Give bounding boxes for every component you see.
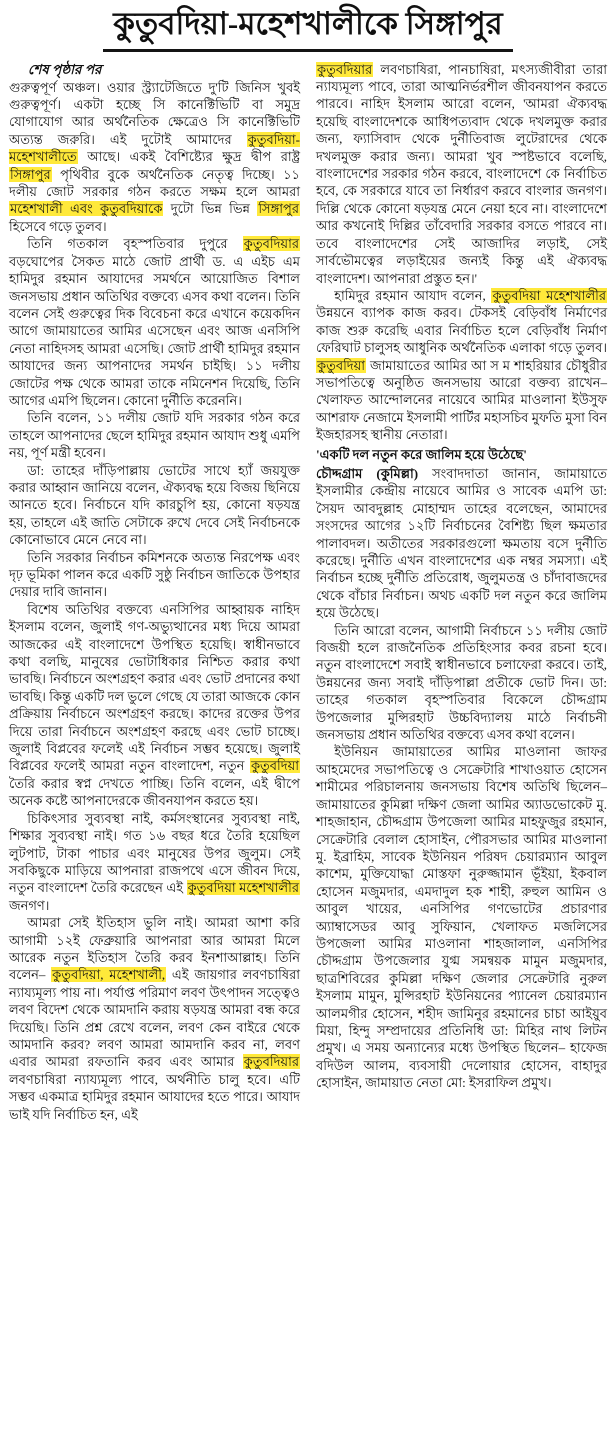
right-column (316, 61, 607, 1092)
article-paragraph: হামিদুর রহমান আযাদ বলেন, কুতুবদিয়া মহেশখালীর উন্নয়নে ব্যাপক কাজ করব। টেকসই বেড়িবাঁধ নির্মাণের কাজ শুরু করেছি এবার নির্বাচিত হলে বেড়িবাঁধ নির্মাণ ফেরিঘাট চালুসহ আধুনিক অর্থনৈতিক এলাকা গড়ে তুলব। কুতুবদিয়া জামায়াতের আমির আ স ম শাহরিয়ার চৌধুরীর সভাপতিত্বে অনুষ্ঠিত জনসভায় আরো বক্তব্য রাখেন– খেলাফত আন্দোলনের নায়েবে আমির মাওলানা ইউসুফ আশরাফ নেজামে ইসলামী পার্টির মহাসচিব মুফতি মুসা বিন ইজহারসহ স্থানীয় নেতারা। (316, 287, 607, 443)
search-highlight: কুতুবদিয়া মহেশখালীর (492, 287, 606, 303)
search-highlight: কুতুবদিয়ার (317, 61, 373, 77)
headline: কুতুবদিয়া-মহেশখালীকে সিঙ্গাপুর (103, 4, 512, 52)
article-paragraph: বিশেষ অতিথির বক্তব্যে এনসিপির আহ্বায়ক নাহিদ ইসলাম বলেন, জুলাই গণ-অভ্যুত্থানের মধ্য দিয়ে আমরা আজকের এই বাংলাদেশে উপস্থিত হয়েছি। স্বাধীনভাবে কথা বলছি, মানুষের ভোটাধিকার নিশ্চিত করার কথা ভাবছি। নির্বাচনে অংশগ্রহণ করার এবং ভোট প্রদানের কথা ভাবছি। কিন্তু একটি দল ভুলে গেছে যে তারা আজকে কোন প্রক্রিয়ায় নির্বাচনে অংশগ্রহণ করছে। কাদের রক্তের উপর দিয়ে তারা নির্বাচনে অংশগ্রহণ করছে এবং ভোট চাচ্ছে। জুলাই বিপ্লবের ফলেই এই নির্বাচন সম্ভব হয়েছে। জুলাই বিপ্লবের ফলেই আমরা নতুন বাংলাদেশ, নতুন কুতুবদিয়া তৈরি করার স্বপ্ন দেখতে পাচ্ছি। তিনি বলেন, এই দ্বীপে অনেক কষ্টে আপনাদেরকে জীবনযাপন করতে হয়। (9, 601, 300, 809)
dateline-bold: চৌদ্দগ্রাম (কুমিল্লা) (316, 465, 419, 481)
article-paragraph: তিনি বলেন, ১১ দলীয় জোট যদি সরকার গঠন করে তাহলে আপনাদের ছেলে হামিদুর রহমান আযাদ শুধু এমপি নয়, পূর্ণ মন্ত্রী হবেন। (9, 410, 300, 461)
kicker-continued-from: শেষ পৃষ্ঠার পর (27, 61, 102, 77)
article-paragraph: তিনি আরো বলেন, আগামী নির্বাচনে ১১ দলীয় জোট বিজয়ী হলে রাজনৈতিক প্রতিহিংসার কবর রচনা হবে। নতুন বাংলাদেশে সবাই স্বাধীনভাবে চলাফেরা করবে। তাই, উন্নয়নের জন্য সবাই দাঁড়িপাল্লা প্রতীকে ভোট দিন। ডা: তাহের গতকাল বৃহস্পতিবার বিকেলে চৌদ্দগ্রাম উপজেলার মুন্সিরহাট উচ্চবিদ্যালয় মাঠে নির্বাচনী জনসভায় প্রধান অতিথির বক্তব্যে এসব কথা বলেন। (316, 622, 607, 743)
article-paragraph: গুরুত্বপূর্ণ অঞ্চল। ওয়ার স্ট্র্যাটেজিতে দু'টি জিনিস খুবই গুরুত্বপূর্ণ। একটা হচ্ছে সি কানেক্টিভিটি বা সমুদ্র যোগাযোগ আর অর্থনৈতিক ক্ষেত্রেও সি কানেক্টিভিটি অত্যন্ত জরুরি। এই দুটোই আমাদের কুতুবদিয়া-মহেশখালীতে আছে। একই বৈশিষ্ট্যের ক্ষুদ্র দ্বীপ রাষ্ট্র সিঙ্গাপুর পৃথিবীর বুকে অর্থনৈতিক নেতৃত্ব দিচ্ছে। ১১ দলীয় জোট সরকার গঠন করতে সক্ষম হলে আমরা মহেশখালী এবং কুতুবদিয়াকে দুটো ভিন্ন ভিন্ন সিঙ্গাপুর হিসেবে গড়ে তুলব। (9, 79, 300, 234)
search-highlight: কুতুবদিয়া (317, 357, 366, 373)
search-highlight: মহেশখালী এবং কুতুবদিয়াকে (10, 201, 163, 217)
article-body (9, 61, 607, 1123)
headline-block (9, 4, 607, 52)
search-highlight: কুতুবদিয়া মহেশখালীর (187, 880, 299, 896)
article-paragraph: ডা: তাহের দাঁড়িপাল্লায় ভোটের সাথে হ্যাঁ জয়যুক্ত করার আহ্বান জানিয়ে বলেন, ঐক্যবদ্ধ হয়ে বিজয় ছিনিয়ে আনতে হবে। নির্বাচনে যদি কারচুপি হয়, কোনো ষড়যন্ত্র হয়, তাহলে এই জাতি সেটাকে রুখে দেবে সেই নির্বাচনকে কোনোভাবে মেনে নেবে না। (9, 462, 300, 548)
left-column (9, 61, 300, 1123)
column-subhead: 'একটি দল নতুন করে জালিম হয়ে উঠেছে' (316, 446, 527, 462)
search-highlight: কুতুবদিয়ার (243, 236, 299, 252)
search-highlight: কুতুবদিয়ার (243, 1054, 299, 1070)
article-paragraph: তিনি সরকার নির্বাচন কমিশনকে অত্যন্ত নিরপেক্ষ এবং দৃঢ় ভূমিকা পালন করে একটি সুষ্ঠু নির্বাচন জাতিকে উপহার দেয়ার দাবি জানান। (9, 549, 300, 600)
search-highlight: কুতুবদিয়া (250, 758, 299, 774)
search-highlight: কুতুবদিয়া-মহেশখালীতে (9, 131, 300, 165)
article-paragraph: তিনি গতকাল বৃহস্পতিবার দুপুরে কুতুবদিয়ার বড়ঘোপের সৈকত মাঠে জোট প্রার্থী ড. এ এইচ এম হামিদুর রহমান আযাদের সমর্থনে আয়োজিত বিশাল জনসভায় প্রধান অতিথির বক্তব্যে এসব কথা বলেন। তিনি বলেন সেই গুরুত্বের দিক বিবেচনা করে এখানে কয়েকদিন আগে জামায়াতের আমির এসেছেন এবং আজ এনসিপি নেতা নাহিদসহ আমরা এসেছি। জোট প্রার্থী হামিদুর রহমান আযাদের জন্য আপনাদের সমর্থন চাইছি। ১১ দলীয় জোটের পক্ষ থেকে আমরা তাকে নমিনেশন দিয়েছি, তিনি আগের এমপি ছিলেন। কোনো দুর্নীতি করেননি। (9, 236, 300, 408)
search-highlight: কুতুবদিয়া, মহেশখালী, (52, 967, 166, 983)
article-paragraph: চৌদ্দগ্রাম (কুমিল্লা) সংবাদদাতা জানান, জামায়াতে ইসলামীর কেন্দ্রীয় নায়েবে আমির ও সাবেক এমপি ডা: সৈয়দ আবদুল্লাহ মোহাম্মদ তাহের বলেছেন, আমাদের সংসদের আগের ১২টি নির্বাচনের বৈশিষ্ট্য ছিল ক্ষমতার পালাবদল। অতীতের সরকারগুলো ক্ষমতায় বসে দুর্নীতি করেছে। দুর্নীতি এখন বাংলাদেশের এক নম্বর সমস্যা। এই নির্বাচন হচ্ছে দুর্নীতি প্রতিরোধ, জুলুমতন্ত্র ও চাঁদাবাজদের থেকে বাঁচার নির্বাচন। অথচ একটি দল নতুন করে জালিম হয়ে উঠেছে। (316, 465, 607, 621)
search-highlight: সিঙ্গাপুর (258, 201, 299, 217)
search-highlight: সিঙ্গাপুর (10, 166, 51, 182)
article-paragraph: চিকিৎসার সুব্যবস্থা নাই, কর্মসংস্থানের সুব্যবস্থা নাই, শিক্ষার সুব্যবস্থা নাই। গত ১৬ বছর ধরে তৈরি হয়েছিল লুটপাট, টাকা পাচার এবং মানুষের উপর জুলুম। সেই সবকিছুকে মাড়িয়ে আপনারা রাজপথে এসে জীবন দিয়ে, নতুন বাংলাদেশ তৈরি করেছেন এই কুতুবদিয়া মহেশখালীর জনগণ। (9, 810, 300, 913)
article-paragraph: আমরা সেই ইতিহাস ভুলি নাই। আমরা আশা করি আগামী ১২ই ফেব্রুয়ারি আপনারা আর আমরা মিলে আরেক নতুন ইতিহাস তৈরি করব ইনশাআল্লাহ। তিনি বলেন– কুতুবদিয়া, মহেশখালী, এই জায়গার লবণচাষিরা ন্যায্যমূল্য পায় না। পর্যাপ্ত পরিমাণ লবণ উৎপাদন সত্ত্বেও লবণ বিদেশ থেকে আমদানি করায় ষড়যন্ত্র আমরা বন্ধ করে দিয়েছি। তিনি প্রশ্ন রেখে বলেন, লবণ কেন বাইরে থেকে আমদানি করব? লবণ আমরা আমদানি করব না, লবণ এবার আমরা রফতানি করব এবং আমার কুতুবদিয়ার লবণচাষিরা ন্যায্যমূল্য পাবে, অর্থনীতি চালু হবে। এটি সম্ভব একমাত্র হামিদুর রহমান আযাদের হতে পারে। আযাদ ভাই যদি নির্বাচিত হন, এই (9, 915, 300, 1122)
article-paragraph: কুতুবদিয়ার লবণচাষিরা, পানচাষিরা, মৎস্যজীবীরা তারা ন্যায্যমূল্য পাবে, তারা আত্মনির্ভরশীল জীবনযাপন করতে পারবে। নাহিদ ইসলাম আরো বলেন, 'আমরা ঐক্যবদ্ধ হয়েছি বাংলাদেশকে আধিপত্যবাদ থেকে দখলমুক্ত করার জন্য, ফ্যাসিবাদ থেকে দুর্নীতিবাজ লুটেরাদের থেকে দখলমুক্ত করার জন্য। আমরা খুব স্পষ্টভাবে বলেছি, বাংলাদেশের সরকার গঠন করবে, বাংলাদেশে কে নির্বাচিত হবে, কে সরকারে যাবে তা নির্ধারণ করবে বাংলার জনগণ। দিল্লি থেকে কোনো ষড়যন্ত্র মেনে নেয়া হবে না। বাংলাদেশে আর কখনোই দিল্লির তাঁবেদারি সরকার বসতে পারবে না। তবে বাংলাদেশের সেই আজাদির লড়াই, সেই সার্বভৌমত্বের লড়াইয়ের জন্যই কিন্তু এই ঐক্যবদ্ধ বাংলাদেশ। আপনারা প্রস্তুত হন।' (316, 61, 607, 286)
article-paragraph: ইউনিয়ন জামায়াতের আমির মাওলানা জাফর আহমেদের সভাপতিত্বে ও সেক্রেটারি শাখাওয়াত হোসেন শামীমের পরিচালনায় জনসভায় বিশেষ অতিথি ছিলেন– জামায়াতের কুমিল্লা দক্ষিণ জেলা আমির অ্যাডভোকেট মু. শাহজাহান, চৌদ্দগ্রাম উপজেলা আমির মাহফুজুর রহমান, সেক্রেটারি বেলাল হোসাইন, পৌরসভার আমির মাওলানা মু. ইব্রাহিম, সাবেক ইউনিয়ন পরিষদ চেয়ারম্যান আবুল কাশেম, মুক্তিযোদ্ধা মোস্তফা নুরুজ্জামান ভূঁইয়া, ইকবাল হোসেন মজুমদার, এমদাদুল হক শাহী, রুহুল আমিন ও আবুল খায়ের, এনসিপির গণভোটের প্রচারণার অ্যাম্বাসেডর আবু সুফিয়ান, খেলাফত মজলিসের উপজেলা আমির মাওলানা শাহজালাল, এনসিপির চৌদ্দগ্রাম উপজেলার যুগ্ম সমন্বয়ক মামুন মজুমদার, ছাত্রশিবিরের কুমিল্লা দক্ষিণ জেলার সেক্রেটারি নুরুল ইসলাম মামুন, মুন্সিরহাট ইউনিয়নের প্যানেল চেয়ারম্যান আলমগীর হোসেন, শহীদ জামিনুর রহমানের চাচা আইয়ুব মিয়া, হিন্দু সম্প্রদায়ের প্রতিনিধি ডা: মিহির নাথ লিটন প্রমুখ। এ সময় অন্যান্যের মধ্যে উপস্থিত ছিলেন– হাফেজ বদিউল আলম, ব্যবসায়ী দেলোয়ার হোসেন, বাহাদুর হোসাইন, জামায়াত নেতা মো: ইসরাফিল প্রমুখ। (316, 744, 607, 1091)
